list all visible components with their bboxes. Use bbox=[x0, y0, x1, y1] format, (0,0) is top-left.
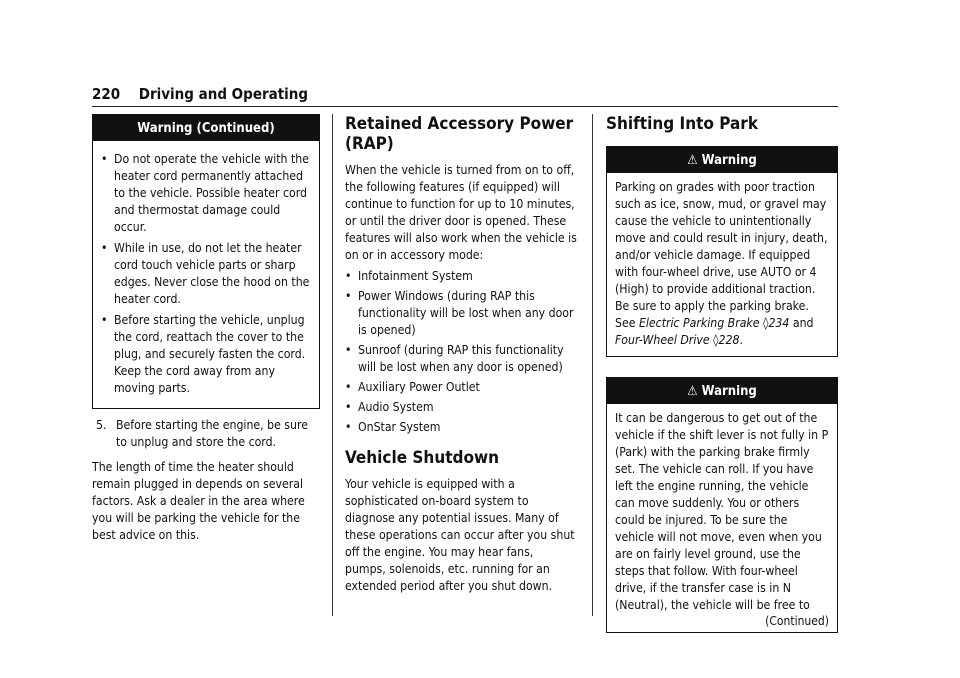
section-heading-rap: Retained Accessory Power (RAP) bbox=[345, 114, 574, 154]
warning-header bbox=[607, 378, 837, 404]
body-paragraph: The length of time the heater should remain plugged in depends on several factors. Ask a dealer in the area where you will be parking the vehicle for the best advice on this. bbox=[92, 460, 305, 542]
page-ref-icon: ◊ bbox=[713, 333, 719, 347]
link-electric-parking-brake[interactable]: Electric Parking Brake bbox=[638, 316, 760, 330]
rap-bullet: • Infotainment System bbox=[345, 268, 577, 285]
section-heading-shutdown: Vehicle Shutdown bbox=[345, 448, 499, 468]
rap-intro: When the vehicle is turned from on to off, the following features (if equipped) will continue to function for up to 10 minutes, or until the driver door is opened. These features will also work when the vehicle is on or in accessory mode: bbox=[345, 163, 577, 262]
warning-bullet: • Before starting the vehicle, unplug the cord, reattach the cover to the plug, and securely fasten the cord. Keep the cord away from any moving parts. bbox=[101, 312, 311, 397]
rap-bullet: • OnStar System bbox=[345, 419, 577, 436]
column-right bbox=[606, 114, 838, 633]
warning-header bbox=[607, 147, 837, 173]
page-ref[interactable]: 228 bbox=[718, 333, 740, 347]
continued-label: (Continued) bbox=[765, 614, 829, 628]
column-left bbox=[92, 114, 320, 544]
page-ref[interactable]: 234 bbox=[768, 316, 790, 330]
warning-box-park bbox=[606, 377, 838, 633]
warning-bullet: • While in use, do not let the heater cord touch vehicle parts or sharp edges. Never close the hood on the heater cord. bbox=[101, 240, 311, 308]
column-middle bbox=[345, 114, 577, 595]
column-divider bbox=[592, 114, 593, 616]
step-text: Before starting the engine, be sure to unplug and store the cord. bbox=[116, 418, 308, 449]
rap-bullet: • Sunroof (during RAP this functionality will be lost when any door is opened) bbox=[345, 342, 577, 376]
warning-box-continued bbox=[92, 114, 320, 409]
warning-body bbox=[93, 141, 319, 408]
step-item bbox=[96, 417, 320, 451]
rap-bullet: • Power Windows (during RAP this functionality will be lost when any door is opened) bbox=[345, 288, 577, 339]
warning-body bbox=[607, 404, 837, 632]
rap-bullet: • Audio System bbox=[345, 399, 577, 416]
rap-bullet: • Auxiliary Power Outlet bbox=[345, 379, 577, 396]
shutdown-paragraph: Your vehicle is equipped with a sophisticated on-board system to diagnose any potential issues. Many of these operations can occur after you shut off the engine. You may hear fans, pumps, solenoids, etc. running for an extended period after you shut down. bbox=[345, 477, 575, 593]
link-four-wheel-drive[interactable]: Four-Wheel Drive bbox=[615, 333, 710, 347]
step-number: 5. bbox=[96, 418, 107, 432]
page-header bbox=[92, 84, 838, 107]
warning-text: and bbox=[789, 316, 814, 330]
warning-text: . bbox=[739, 333, 743, 347]
section-title: Driving and Operating bbox=[138, 85, 309, 103]
warning-bullet: • Do not operate the vehicle with the heater cord permanently attached to the vehicle. Possible heater cord and thermostat damage could occur. bbox=[101, 151, 311, 236]
warning-text: Parking on grades with poor traction such as ice, snow, mud, or gravel may cause the vehicle to unintentionally move and could result in injury, death, and/or vehicle damage. If equipped with four-wheel drive, use AUTO or 4 (High) to provide additional traction. Be sure to apply the parking brake. See bbox=[615, 180, 828, 330]
section-heading-park: Shifting Into Park bbox=[606, 114, 759, 134]
page-number: 220 bbox=[92, 85, 121, 103]
warning-triangle-icon: ⚠ bbox=[687, 384, 698, 399]
warning-box-grades bbox=[606, 146, 838, 357]
warning-triangle-icon: ⚠ bbox=[687, 153, 698, 168]
warning-title: Warning bbox=[701, 153, 757, 168]
warning-body bbox=[607, 173, 837, 356]
warning-title: Warning (Continued) bbox=[93, 115, 319, 141]
warning-text: It can be dangerous to get out of the vehicle if the shift lever is not fully in P (Park) with the parking brake firmly set. The vehicle can roll. If you have left the engine running, the vehicle can move suddenly. You or others could be injured. To be sure the vehicle will not move, even when you are on fairly level ground, use the steps that follow. With four-wheel drive, if the transfer case is in N (Neutral), the vehicle will be free to bbox=[615, 411, 829, 612]
column-divider bbox=[332, 114, 333, 616]
page-ref-icon: ◊ bbox=[763, 316, 769, 330]
warning-title: Warning bbox=[701, 384, 757, 399]
